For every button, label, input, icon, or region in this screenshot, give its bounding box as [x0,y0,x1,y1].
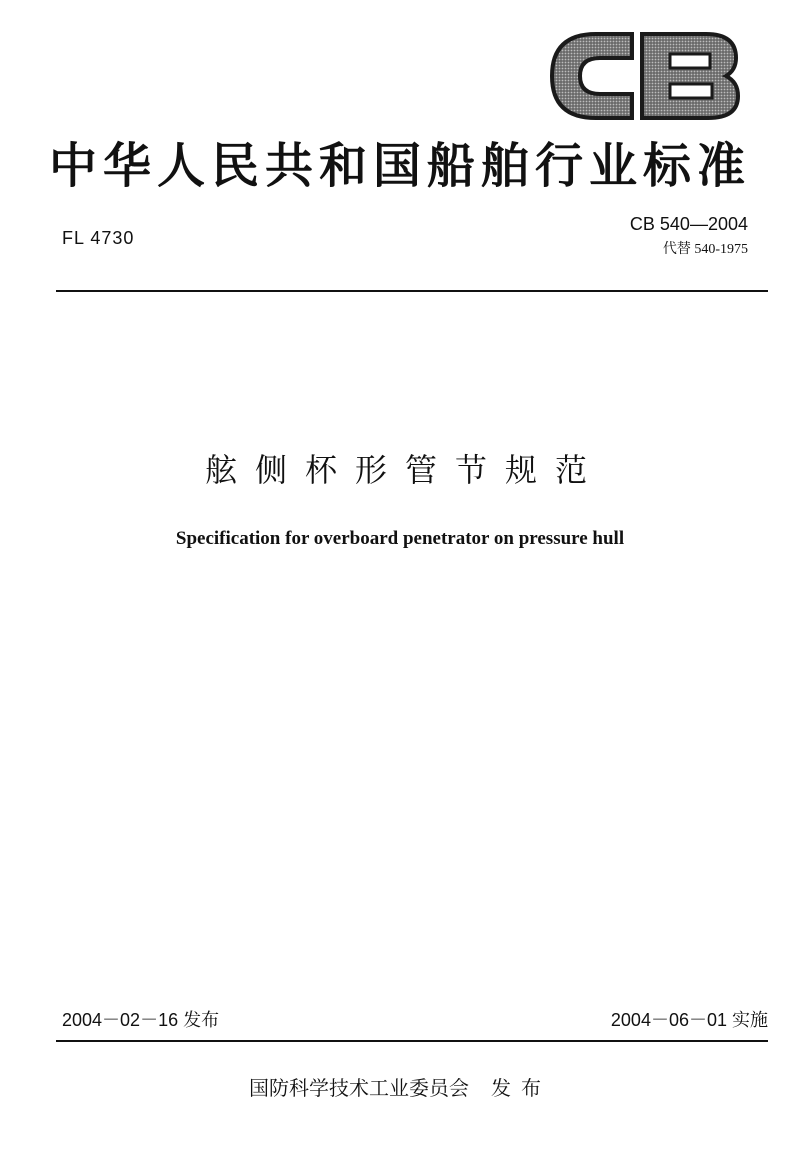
standard-number: CB 540—2004 [629,214,748,234]
top-divider [56,290,768,292]
publisher-line [0,1074,800,1102]
cb-logo-graphic [546,28,742,124]
publisher-action: 发布 [491,1076,551,1100]
document-title-english: Specification for overboard penetrator on pressure hull [175,528,625,549]
document-title-chinese: 舷侧杯形管节规范 [204,451,605,489]
publisher-name: 国防科学技术工业委员会 [249,1076,469,1100]
implementation-date: 2004－06－01 实施 [610,1010,768,1030]
replaces-standard: 代替 540-1975 [662,242,748,257]
issuing-authority-title: 中华人民共和国船舶行业标准 [48,138,751,194]
cb-logo [546,28,742,124]
classification-code: FL 4730 [62,228,135,248]
issue-date: 2004－02－16 发布 [62,1010,220,1030]
bottom-divider [56,1040,768,1042]
